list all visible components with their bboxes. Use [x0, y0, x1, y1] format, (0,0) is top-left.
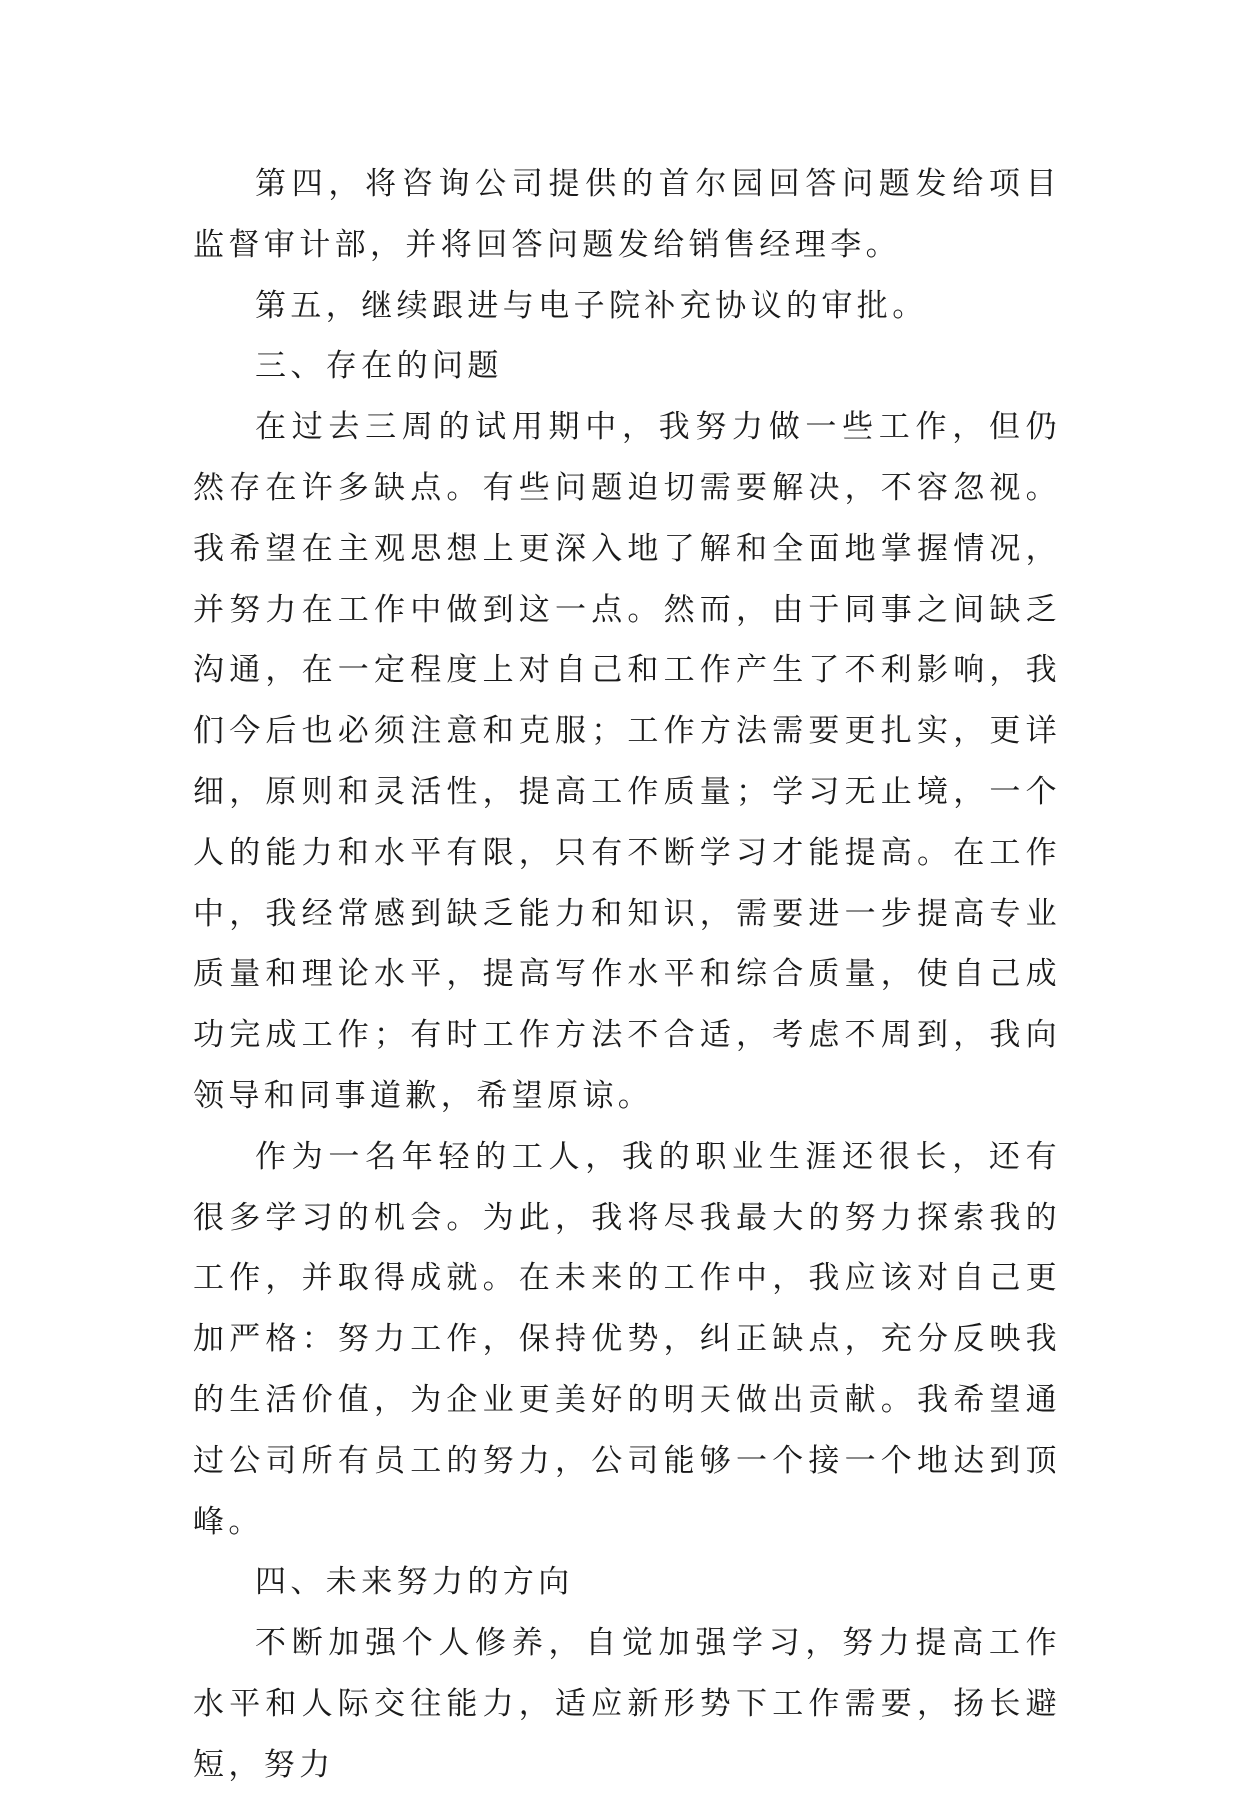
section-heading-problems: 三、存在的问题	[255, 348, 503, 385]
document-body	[193, 154, 1061, 1796]
paragraph-future: 不断加强个人修养，自觉加强学习，努力提高工作水平和人际交往能力，适应新形势下工作需要，扬长避短，努力	[193, 1625, 1061, 1783]
paragraph-item-5: 第五，继续跟进与电子院补充协议的审批。	[255, 287, 928, 324]
paragraph-item-4: 第四，将咨询公司提供的首尔园回答问题发给项目监督审计部，并将回答问题发给销售经理李。	[193, 166, 1061, 263]
paragraph-problems: 在过去三周的试用期中，我努力做一些工作，但仍然存在许多缺点。有些问题迫切需要解决，不容忽视。我希望在主观思想上更深入地了解和全面地掌握情况，并努力在工作中做到这一点。然而，由于同事之间缺乏沟通，在一定程度上对自己和工作产生了不利影响，我们今后也必须注意和克服；工作方法需要更扎实，更详细，原则和灵活性，提高工作质量；学习无止境，一个人的能力和水平有限，只有不断学习才能提高。在工作中，我经常感到缺乏能力和知识，需要进一步提高专业质量和理论水平，提高写作水平和综合质量，使自己成功完成工作；有时工作方法不合适，考虑不周到，我向领导和同事道歉，希望原谅。	[193, 409, 1061, 1114]
section-heading-future: 四、未来努力的方向	[255, 1564, 574, 1601]
paragraph-career: 作为一名年轻的工人，我的职业生涯还很长，还有很多学习的机会。为此，我将尽我最大的努力探索我的工作，并取得成就。在未来的工作中，我应该对自己更加严格：努力工作，保持优势，纠正缺点，充分反映我的生活价值，为企业更美好的明天做出贡献。我希望通过公司所有员工的努力，公司能够一个接一个地达到顶峰。	[193, 1138, 1061, 1540]
